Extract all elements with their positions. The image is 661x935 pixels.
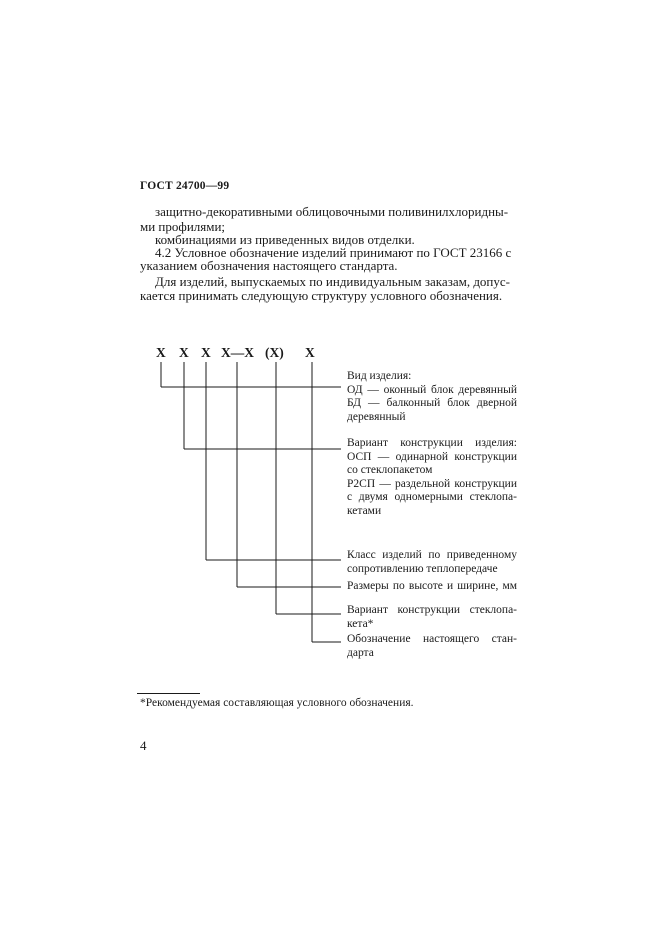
legend-construction-variant-title: Вариант конструкции изделия: bbox=[347, 437, 517, 449]
legend-line: Класс изделий по приведенному bbox=[347, 549, 517, 561]
standard-header: ГОСТ 24700—99 bbox=[140, 180, 230, 192]
body-line-1: защитно-декоративными облицовочными поливинилхлоридны- bbox=[155, 204, 509, 219]
legend-line: ОД — оконный блок деревянный bbox=[347, 383, 517, 396]
legend-product-type bbox=[347, 370, 517, 424]
body-line-6: Для изделий, выпускаемых по индивидуальным заказам, допус- bbox=[155, 274, 510, 289]
legend-line: Вариант конструкции стеклопа- bbox=[347, 604, 517, 616]
legend-standard-designation bbox=[347, 633, 517, 660]
body-line-2: ми профилями; bbox=[140, 219, 226, 234]
legend-line: БД — балконный блок дверной bbox=[347, 397, 517, 409]
legend-construction-variant bbox=[347, 437, 517, 518]
symbol-5: (X) bbox=[265, 345, 284, 360]
body-line-3: комбинациями из приведенных видов отделки. bbox=[155, 232, 415, 247]
legend-line: ОСП — одинарной конструкции bbox=[347, 450, 517, 463]
legend-line: дарта bbox=[347, 646, 374, 659]
footnote: *Рекомендуемая составляющая условного обозначения. bbox=[140, 697, 414, 709]
symbol-4: X—X bbox=[221, 345, 254, 360]
page-number: 4 bbox=[140, 738, 147, 753]
legend-product-type-title: Вид изделия: bbox=[347, 370, 412, 382]
legend-line: с двумя одномерными стеклопа- bbox=[347, 491, 517, 503]
legend-line: кетами bbox=[347, 504, 382, 517]
body-line-4: 4.2 Условное обозначение изделий принимают по ГОСТ 23166 с bbox=[155, 245, 512, 260]
symbol-6: X bbox=[305, 345, 315, 360]
legend-line: со стеклопакетом bbox=[347, 464, 433, 476]
legend-line: кета* bbox=[347, 617, 374, 630]
legend-glazing-variant bbox=[347, 604, 517, 631]
symbol-1: X bbox=[156, 345, 166, 360]
body-line-7: кается принимать следующую структуру условного обозначения. bbox=[140, 288, 503, 303]
legend-line: Размеры по высоте и ширине, мм bbox=[347, 580, 517, 592]
legend-line: Обозначение настоящего стан- bbox=[347, 633, 517, 645]
symbol-3: X bbox=[201, 345, 211, 360]
footnote-separator bbox=[137, 693, 200, 694]
legend-dimensions bbox=[347, 580, 517, 594]
legend-line: деревянный bbox=[347, 410, 406, 423]
body-line-5: указанием обозначения настоящего стандарта. bbox=[140, 258, 398, 273]
legend-line: Р2СП — раздельной конструкции bbox=[347, 477, 517, 490]
legend-line: сопротивлению теплопередаче bbox=[347, 562, 498, 575]
legend-product-class bbox=[347, 549, 517, 576]
symbol-2: X bbox=[179, 345, 189, 360]
